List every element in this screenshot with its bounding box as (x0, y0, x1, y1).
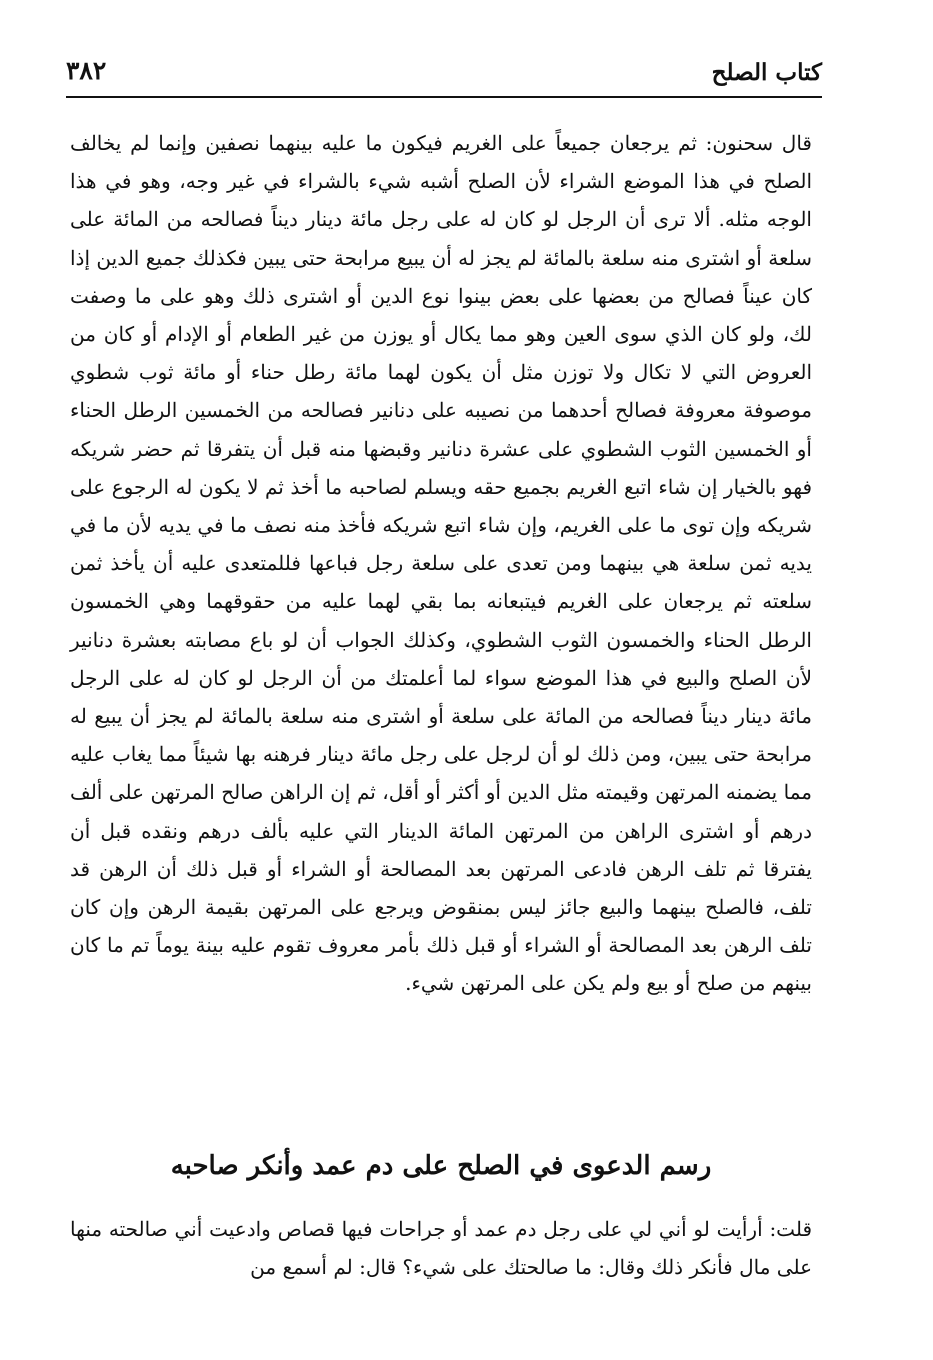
header-rule (66, 96, 822, 98)
running-title: كتاب الصلح (711, 59, 822, 86)
main-text (70, 124, 812, 1003)
section-heading: رسم الدعوى في الصلح على دم عمد وأنكر صاحبه (170, 1151, 712, 1181)
paragraph: قلت: أرأيت لو أني لي على رجل دم عمد أو جراحات فيها قصاص وادعيت أني صالحته منها على مال فأنكر ذلك وقال: ما صالحتك على شيء؟ قال: لم أسمع من (70, 1217, 812, 1280)
paragraph: قال سحنون: ثم يرجعان جميعاً على الغريم فيكون ما عليه بينهما نصفين وإنما لم يخالف الصلح في هذا الموضع الشراء لأن الصلح أشبه شيء بالشراء في غير وجه، وهو في هذا الوجه مثله. ألا ترى أن الرجل لو كان له على رجل مائة دينار ديناً فصالحه من المائة على سلعة أو اشترى منه سلعة بالمائة لم يجز له أن يبيع مرابحة حتى يبين فكذلك جميع الدين إذا كان عيناً فصالح من بعضها على بعض بينوا نوع الدين أو اشترى ذلك وهو على ما وصفت لك، ولو كان الذي سوى العين وهو مما يكال أو يوزن من غير الطعام أو الإدام أو كان من العروض التي لا تكال ولا توزن مثل أن يكون لهما مائة رطل حناء أو مائة ثوب شطوي موصوفة معروفة فصالح أحدهما من نصيبه على دنانير فصالحه من الخمسين الرطل الحناء أو الخمسين الثوب الشطوي على عشرة دنانير وقبضها منه قبل أن يتفرقا ثم حضر شريكه فهو بالخيار إن شاء اتبع الغريم بجميع حقه ويسلم لصاحبه ما أخذ ثم لا يكون له الرجوع على شريكه وإن توى ما على الغريم، وإن شاء اتبع شريكه فأخذ منه نصف ما في يديه لأن ما في يديه ثمن سلعة هي بينهما ومن تعدى على سلعة رجل فباعها فللمتعدى عليه أن يأخذ ثمن سلعته ثم يرجعان على الغريم فيتبعانه بما بقي لهما عليه من حقوقهما وهي الخمسون الرطل الحناء والخمسون الثوب الشطوي، وكذلك الجواب أن لو باع مصابته بعشرة دنانير لأن الصلح والبيع في هذا الموضع سواء لما أعلمتك من أن الرجل لو كان له على الرجل مائة دينار ديناً فصالحه من المائة على سلعة أو اشترى منه سلعة بالمائة لم يجز أن يبيع له مرابحة حتى يبين، ومن ذلك لو أن لرجل على رجل مائة دينار فرهنه بها شيئاً مما يغاب عليه مما يضمنه المرتهن وقيمته مثل الدين أو أكثر أو أقل، ثم إن الراهن صالح المرتهن على ألف درهم أو اشترى الراهن من المرتهن المائة الدينار التي عليه بألف درهم ونقده قبل أن يفترقا ثم تلف الرهن فادعى المرتهن بعد المصالحة أو الشراء أو قبل ذلك أن الرهن قد تلف، فالصلح بينهما والبيع جائز ليس بمنقوض ويرجع على المرتهن بقيمة الرهن وإن كان تلف الرهن بعد المصالحة أو الشراء أو قبل ذلك بأمر معروف تقوم عليه بينة يوماً تم ما كان بينهم من صلح أو بيع ولم يكن على المرتهن شيء. (70, 131, 813, 996)
page-number: ٣٨٢ (66, 56, 107, 85)
section-text (70, 1210, 812, 1286)
running-header (66, 40, 822, 96)
